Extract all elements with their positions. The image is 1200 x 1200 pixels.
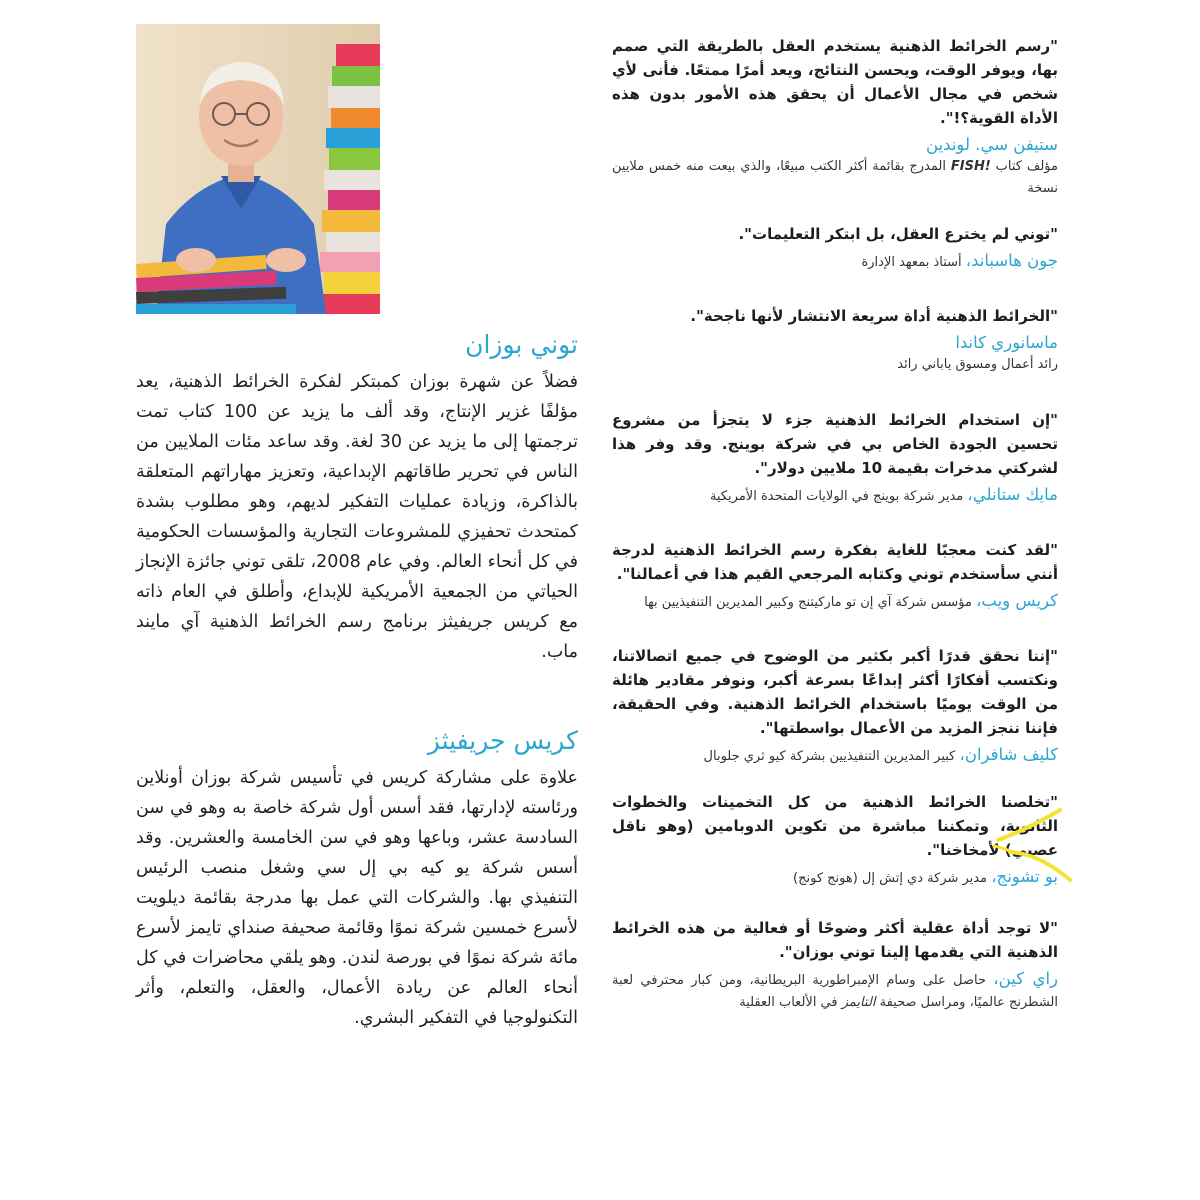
testimonial-text: "لقد كنت معجبًا للغاية بفكرة رسم الخرائط الذهنية لدرجة أنني سأستخدم توني وكتابه المرجعي القيم هذا في أعمالنا". (612, 541, 1058, 583)
testimonial (612, 916, 1058, 1014)
testimonial-author-title-cont: في الألعاب العقلية (739, 995, 842, 1010)
testimonial (612, 304, 1058, 376)
testimonial-author-title: كبير المديرين التنفيذيين بشركة كيو ثري جلوبال (703, 749, 960, 764)
testimonial-author: ماسانوري كاندا (955, 333, 1058, 352)
bio-chris-name: كريس جريفيثز (427, 726, 578, 755)
testimonial-author-title: رائد أعمال ومسوق ياباني رائد (897, 357, 1058, 372)
bio-chris-griffiths (136, 726, 578, 1033)
testimonial-author-title: مدير شركة دي إتش إل (هونج كونج) (793, 871, 992, 886)
testimonial-author: مايك ستانلي، (967, 485, 1058, 504)
testimonial-text: "إن استخدام الخرائط الذهنية جزء لا يتجزأ من مشروع تحسين الجودة الخاص بي في شركة بوينج. وقد وفر هذا لشركتي مدخرات بقيمة 10 ملايين دولار". (612, 411, 1058, 477)
testimonial-text: "توني لم يخترع العقل، بل ابتكر التعليمات". (738, 225, 1058, 243)
newspaper-title: التايمز (841, 995, 876, 1010)
testimonial-author: جون هاسباند، (965, 251, 1058, 270)
testimonial-attribution (612, 134, 1058, 200)
testimonial-author-title: مؤسس شركة آي إن تو ماركيتنج وكبير المديرين التنفيذيين بها (644, 595, 977, 610)
testimonial-text: "إننا نحقق قدرًا أكبر بكثير من الوضوح في جميع اتصالاتنا، ونكتسب أفكارًا أكثر إبداعًا بسرعة أكبر، ونوفر مقادير هائلة من الوقت يوميًا باستخدام الخرائط الذهنية. وفي الحقيقة، فإننا ننجز المزيد من الأعمال بواسطتها". (612, 647, 1058, 737)
testimonial-text: "رسم الخرائط الذهنية يستخدم العقل بالطريقة التي صمم بها، ويوفر الوقت، ويحسن النتائج، ويعد أمرًا ممتعًا. فأنى لأي شخص في مجال الأعمال أن يحقق هذه الأمور بدون هذه الأداة القوية؟!". (612, 37, 1058, 127)
testimonial-attribution (612, 332, 1058, 376)
book-title-fish: !FISH (950, 159, 991, 174)
bio-tony-buzan (136, 330, 578, 667)
testimonial-attribution (612, 744, 1058, 768)
testimonial (612, 644, 1058, 768)
testimonial-author-title-cont: المدرج بقائمة أكثر الكتب مبيعًا، والذي بيعت منه خمس ملايين نسخة (612, 159, 1058, 196)
testimonial (612, 790, 1058, 890)
testimonial-text: "تخلصنا الخرائط الذهنية من كل التخمينات والخطوات الثانوية، وتمكننا مباشرة من تكوين الدوبامين (وهو ناقل عصبي) لأمخاخنا". (612, 793, 1058, 859)
testimonial (612, 408, 1058, 508)
portrait-photo-icon (136, 24, 380, 314)
author-photo (136, 24, 380, 314)
testimonial-author: كليف شافران، (959, 745, 1058, 764)
bio-chris-text: علاوة على مشاركة كريس في تأسيس شركة بوزان أونلاين ورئاسته لإدارتها، فقد أسس أول شركة خاصة به وهو في سن السادسة عشر، وباعها وهو في سن الخامسة والعشرين. وقد أسس شركة يو كيه بي إل سي وشغل منصب الرئيس التنفيذي بها. والشركات التي عمل بها مدرجة بقائمة ديلويت لأسرع خمسين شركة نموًا وقائمة صحيفة صنداي تايمز لأسرع مائة شركة نموًا في بورصة لندن. وهو يلقي محاضرات في كل أنحاء العالم عن ريادة الأعمال، والعقل، والتعلم، وأثر التكنولوجيا في التفكير البشري. (136, 768, 578, 1028)
testimonial-author-title: مؤلف كتاب (990, 159, 1058, 174)
testimonial-author: ستيفن سي. لوندين (926, 135, 1058, 154)
testimonial-author: كريس ويب، (976, 591, 1058, 610)
testimonial-attribution (612, 866, 1058, 890)
testimonial (612, 222, 1058, 274)
testimonial-author-title: حاصل على وسام الإمبراطورية البريطانية، ومن كبار محترفي لعبة الشطرنج عالميًا، ومراسل صحيفة (612, 973, 1058, 1010)
testimonial-author-title: أستاذ بمعهد الإدارة (861, 255, 966, 270)
testimonial (612, 34, 1058, 200)
testimonials-column (612, 34, 1058, 1014)
testimonial-author: راي كين، (993, 969, 1058, 988)
testimonial-attribution (612, 250, 1058, 274)
bio-tony-text: فضلاً عن شهرة بوزان كمبتكر لفكرة الخرائط الذهنية، يعد مؤلفًا غزير الإنتاج، وقد ألف ما يزيد عن 100 كتاب تمت ترجمتها إلى ما يزيد عن 30 لغة. وقد ساعد مئات الملايين من الناس في تحرير طاقاتهم الإبداعية، وتعزيز مهاراتهم المتعلقة بالذاكرة، وزيادة عمليات التفكير لديهم، وهو مطلوب بشدة كمتحدث تحفيزي للمشروعات التجارية والمؤسسات الحكومية في كل أنحاء العالم. وفي عام 2008، تلقى توني جائزة الإنجاز الحياتي من الجمعية الأمريكية للإبداع، وأطلق في العام ذاته مع كريس جريفيثز برنامج رسم الخرائط الذهنية آي مايند ماب. (136, 372, 578, 662)
testimonial (612, 538, 1058, 614)
testimonial-text: "لا توجد أداة عقلية أكثر وضوحًا أو فعالية من هذه الخرائط الذهنية التي يقدمها إلينا توني بوزان". (612, 919, 1058, 961)
testimonial-text: "الخرائط الذهنية أداة سريعة الانتشار لأنها ناجحة". (690, 307, 1058, 325)
testimonial-author-title: مدير شركة بوينج في الولايات المتحدة الأمريكية (709, 489, 968, 504)
testimonial-attribution (612, 968, 1058, 1014)
testimonial-author: بو تشونج، (991, 867, 1058, 886)
testimonial-attribution (612, 590, 1058, 614)
bio-tony-name: توني بوزان (465, 330, 578, 359)
testimonial-attribution (612, 484, 1058, 508)
